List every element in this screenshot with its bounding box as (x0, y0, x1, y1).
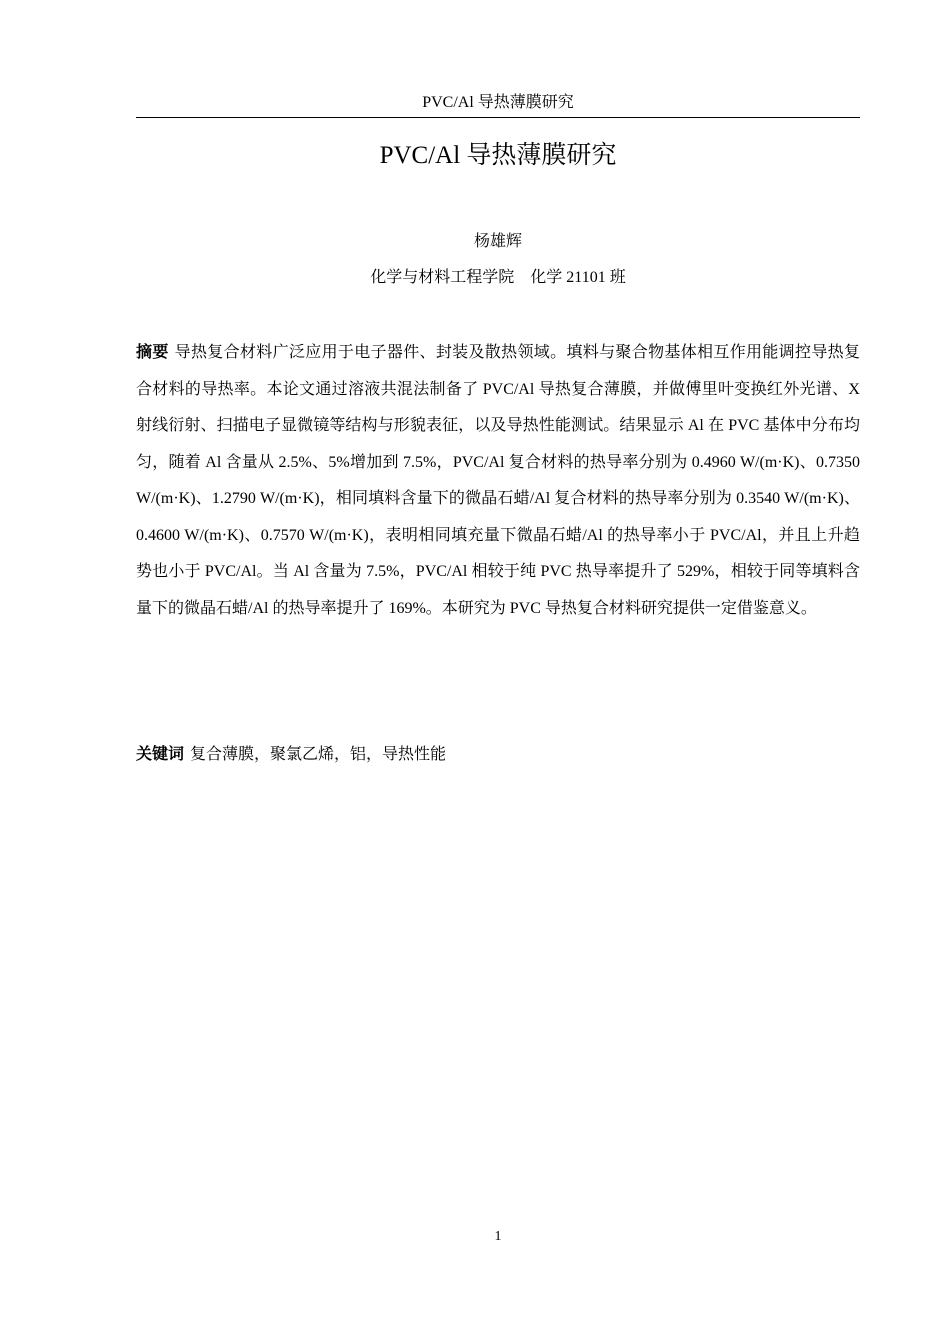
author-name: 杨雄辉 (473, 233, 522, 250)
page-number: 1 (494, 1229, 502, 1244)
running-header: PVC/Al 导热薄膜研究 (422, 94, 574, 111)
paper-title: PVC/Al 导热薄膜研究 (379, 142, 617, 169)
abstract-text: 导热复合材料广泛应用于电子器件、封装及散热领域。填料与聚合物基体相互作用能调控导热复合材料的导热率。本论文通过溶液共混法制备了 PVC/Al 导热复合薄膜，并做傅里叶变换红外光谱、X 射线衍射、扫描电子显微镜等结构与形貌表征，以及导热性能测试。结果显示 Al 在 PVC 基体中分布均匀，随着 Al 含量从 2.5%、5%增加到 7.5%，PVC/Al 复合材料的热导率分别为 0.4960 W/(m·K)、0.7350 W/(m·K)、1.2790 W/(m·K)，相同填料含量下的微晶石蜡/Al 复合材料的热导率分别为 0.3540 W/(m·K)、0.4600 W/(m·K)、0.7570 W/(m·K)，表明相同填充量下微晶石蜡/Al 的热导率小于 PVC/Al，并且上升趋势也小于 PVC/Al。当 Al 含量为 7.5%，PVC/Al 相较于纯 PVC 热导率提升了 529%，相较于同等填料含量下的微晶石蜡/Al 的热导率提升了 169%。本研究为 PVC 导热复合材料研究提供一定借鉴意义。 (136, 344, 860, 617)
keywords-label: 关键词 (136, 744, 185, 763)
keywords-text: 复合薄膜，聚氯乙烯，铝，导热性能 (190, 746, 447, 763)
abstract-paragraph (136, 334, 860, 627)
keywords-paragraph (136, 736, 860, 773)
abstract-label: 摘要 (136, 342, 169, 361)
header-rule (136, 117, 860, 118)
author-affiliation: 化学与材料工程学院 化学 21101 班 (370, 269, 626, 286)
